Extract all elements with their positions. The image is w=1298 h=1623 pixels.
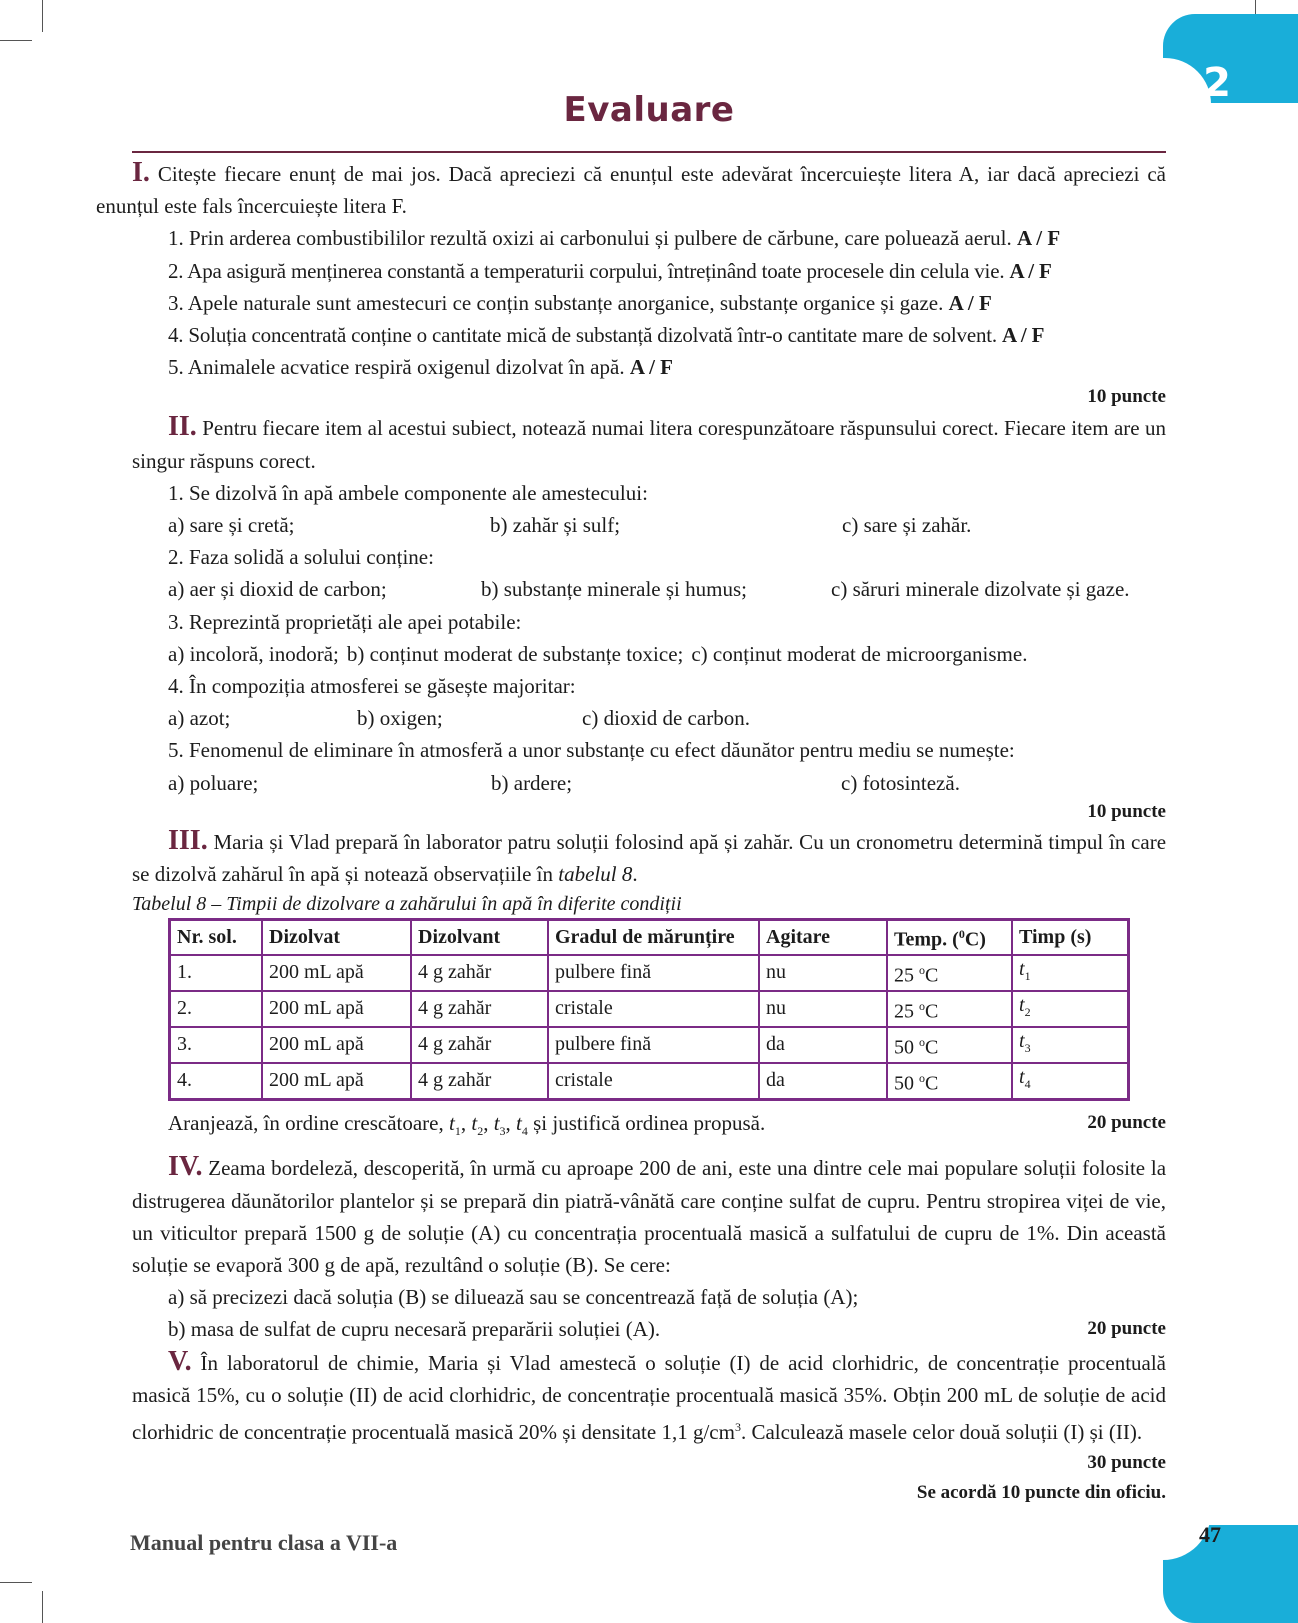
table-cell: da [759,1063,887,1100]
option-b: b) ardere; [491,770,573,795]
header-cell: Agitare [759,920,887,955]
table-cell: 50 $^o$C [887,1027,1012,1063]
question: 2. Faza solidă a solului conține: [168,545,434,570]
table-cell: 200 mL apă [262,991,411,1027]
table-cell: nu [759,991,887,1027]
af-label: A / F [629,355,673,380]
superscript: 3 [734,1419,741,1434]
page-title: Evaluare [563,90,735,130]
table-caption: Tabelul 8 – Timpii de dizolvare a zahărului în apă în diferite condiții [132,893,682,916]
header-cell: Timp (s) [1012,920,1129,955]
item-text: 5. Animalele acvatice respiră oxigenul dizolvat în apă. [168,355,625,380]
table-cell: 200 mL apă [262,1027,411,1063]
section-3-number: III. [168,824,208,856]
question: 4. În compoziția atmosferei se găsește majoritar: [168,674,576,699]
section-1-item [132,351,1166,383]
table-cell: 4 g zahăr [411,1027,548,1063]
header-cell: Gradul de mărunțire [548,920,759,955]
section-5-body: În laboratorul de chimie, Maria și Vlad amestecă o soluție (I) de acid clorhidric, de concentrație procentuală masică 15%, cu o soluție (II) de acid clorhidric, de concentrație procentuală masică 35%. Obțin 200 mL de soluție de acid clorhidric de concentrație procentuală masică 20% și densitate 1,1 g/cm [132,1350,1167,1444]
table-cell: 25 $^o$C [887,991,1012,1027]
answer-options [132,702,1166,734]
crop-mark [0,40,32,41]
section-2-number: II. [168,411,197,443]
page-number: 47 [1199,1522,1221,1547]
section-4-part-a: a) să precizezi dacă soluția (B) se diluează sau se concentrează față de soluția (A); [168,1285,859,1310]
section-3-points: 20 puncte [1087,1111,1166,1133]
table-cell: pulbere fină [548,955,759,991]
item-text: 2. Apa asigură menținerea constantă a temperaturii corpului, întreținând toate procesele din celula vie. [168,258,1005,283]
section-2-intro-text: Pentru fiecare item al acestui subiect, notează numai litera corespunzătoare răspunsului corect. Fiecare item are un singur răspuns corect. [132,416,1166,473]
section-4-body: Zeama bordeleză, descoperită, în urmă cu aproape 200 de ani, este una dintre cele mai populare soluții folosite la distrugerea dăunătorilor plantelor și se prepară din piatră-vânătă care conține sulfat de cupru. Pentru stropirea viței de vie, un viticultor prepară 1500 g de soluție (A) cu concentrația procentuală masică a sulfatului de cupru de 1%. Din această soluție se evaporă 300 g de apă, rezultând o soluție (B). Se cere: [132,1156,1167,1277]
crop-mark [42,1591,43,1623]
table-cell: 1. [170,955,263,991]
section-5-text [132,1346,1166,1449]
answer-options [132,573,1166,605]
table-cell: $t_3$ [1012,1027,1129,1063]
section-1-item [132,222,1166,254]
section-2-points: 10 puncte [1087,800,1166,822]
table-cell: pulbere fină [548,1027,759,1063]
section-5-points: 30 puncte [1087,1452,1166,1474]
table-cell: cristale [548,991,759,1027]
section-4-text [132,1151,1166,1281]
table-cell: 4. [170,1063,263,1100]
table-cell: 200 mL apă [262,1063,411,1100]
option-b: b) oxigen; [357,706,443,731]
section-1-item [132,287,1166,319]
section-4-part-b: b) masa de sulfat de cupru necesară preparării soluției (A). [168,1317,661,1342]
question: 1. Se dizolvă în apă ambele componente ale amestecului: [168,480,648,505]
section-1-item [132,255,1166,287]
option-a: a) incoloră, inodoră; [168,641,339,666]
chapter-number: 2 [1203,60,1231,106]
question: 5. Fenomenul de eliminare în atmosferă a unor substanțe cu efect dăunător pentru mediu se numește: [168,738,1015,763]
header-cell: Nr. sol. [170,920,263,955]
punctuation: . [632,862,638,887]
table-cell: 2. [170,991,263,1027]
table-row [170,991,1129,1027]
table-cell: 50 $^o$C [887,1063,1012,1100]
option-a: a) poluare; [168,770,259,795]
answer-options [132,638,1166,670]
option-a: a) sare și cretă; [168,513,295,538]
crop-mark [42,0,43,32]
section-4-points: 20 puncte [1087,1318,1166,1340]
section-1-number: I. [132,157,150,188]
answer-options [132,767,1166,799]
answer-options [132,509,1166,541]
section-1-item [132,319,1166,351]
question: 3. Reprezintă proprietăți ale apei potabile: [168,609,522,634]
section-1-intro-text: Citește fiecare enunț de mai jos. Dacă apreciezi că enunțul este adevărat încercuiește litera A, iar dacă apreciezi că enunțul este fals încercuiește litera F. [96,162,1167,219]
table-cell: 200 mL apă [262,955,411,991]
option-b: b) conținut moderat de substanțe toxice; [346,641,684,666]
option-c: c) sare și zahăr. [842,513,972,538]
table-cell: nu [759,955,887,991]
section-5-number: V. [168,1345,192,1377]
table-row [170,955,1129,991]
crop-mark [0,1582,32,1583]
af-label: A / F [1002,323,1045,348]
table-cell: $t_1$ [1012,955,1129,991]
page-content [96,157,1167,1508]
option-c: c) săruri minerale dizolvate și gaze. [831,577,1130,602]
bonus-points: Se acordă 10 puncte din oficiu. [916,1482,1166,1504]
option-b: b) substanțe minerale și humus; [481,577,747,602]
dissolution-table [168,918,1130,1101]
af-label: A / F [948,290,992,315]
af-label: A / F [1016,226,1061,251]
table-cell: 3. [170,1027,263,1063]
footer-book-title: Manual pentru clasa a VII-a [130,1530,398,1555]
table-cell: 4 g zahăr [411,1063,548,1100]
option-b: b) zahăr și sulf; [490,513,621,538]
header-cell: Dizolvat [262,920,411,955]
section-1-intro [96,157,1166,222]
task-text: Aranjează, în ordine crescătoare, $t_1$, $t_2$, $t_3$, $t_4$ și justifică ordinea propusă. [168,1110,766,1139]
option-a: a) aer și dioxid de carbon; [168,577,387,602]
header-cell: Dizolvant [411,920,548,955]
af-label: A / F [1009,258,1052,283]
section-3-intro [132,825,1166,890]
table-cell: 4 g zahăr [411,991,548,1027]
table-cell: 25 $^o$C [887,955,1012,991]
item-text: 1. Prin arderea combustibililor rezultă oxizi ai carbonului și pulbere de cărbune, care poluează aerul. [168,226,1012,251]
table-row [170,1063,1129,1100]
table-cell: 4 g zahăr [411,955,548,991]
section-4-number: IV. [168,1151,203,1183]
table-header-row [170,920,1129,955]
table-cell: cristale [548,1063,759,1100]
option-c: c) fotosinteză. [841,770,960,795]
option-a: a) azot; [168,706,231,731]
table-cell: $t_2$ [1012,991,1129,1027]
section-4-part-b-row [132,1313,1166,1345]
section-3-task [132,1107,1166,1147]
item-text: 4. Soluția concentrată conține o cantitate mică de substanță dizolvată într-o cantitate mare de solvent. [168,323,997,348]
option-c: c) dioxid de carbon. [582,706,750,731]
header-cell: Temp. ($^0$C) [887,920,1012,955]
table-cell: $t_4$ [1012,1063,1129,1100]
section-1-points: 10 puncte [1087,386,1166,408]
section-5-body-end: . Calculează masele celor două soluții (I) și (II). [740,1419,1143,1444]
title-rule [132,151,1166,153]
table-cell: da [759,1027,887,1063]
section-3-intro-text: Maria și Vlad prepară în laborator patru soluții folosind apă și zahăr. Cu un cronometru determină timpul în care se dizolvă zahărul în apă și notează observațiile în [132,829,1167,887]
section-2-intro [132,411,1166,476]
table-reference: tabelul 8 [558,862,633,887]
table-row [170,1027,1129,1063]
option-c: c) conținut moderat de microorganisme. [691,641,1028,666]
item-text: 3. Apele naturale sunt amestecuri ce conțin substanțe anorganice, substanțe organice și gaze. [168,290,944,315]
